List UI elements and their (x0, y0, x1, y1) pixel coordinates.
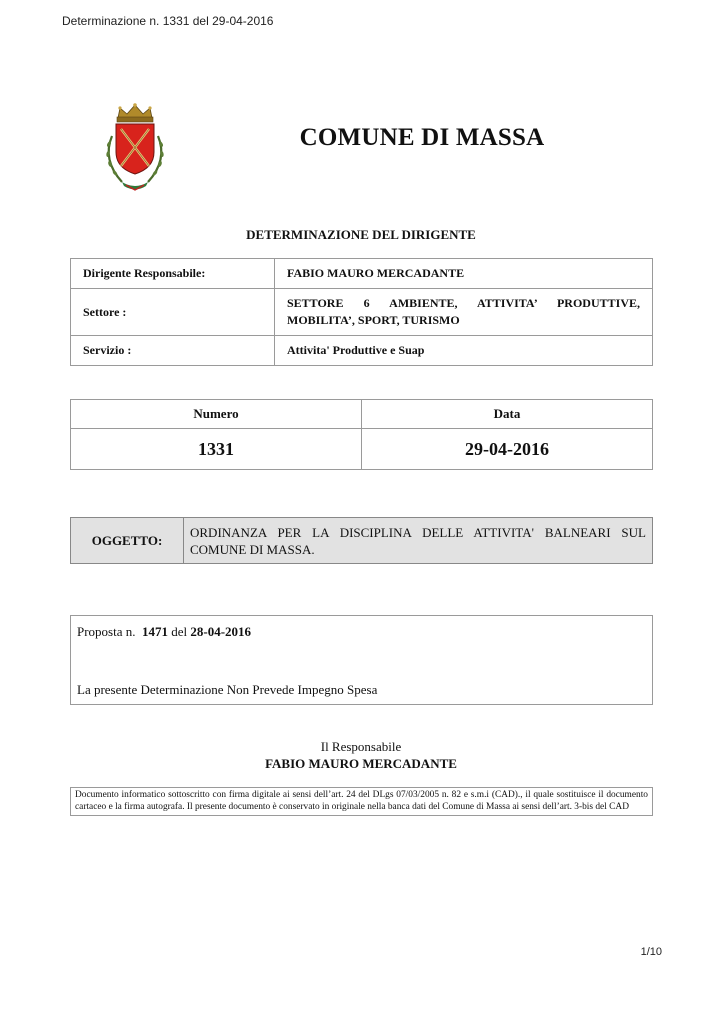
proposta-number: 1471 (142, 624, 168, 639)
info-label: Dirigente Responsabile: (71, 259, 275, 289)
info-value: Attivita' Produttive e Suap (275, 336, 653, 366)
table-row (71, 336, 653, 366)
info-table (70, 258, 653, 366)
info-label: Settore : (71, 289, 275, 336)
oggetto-label: OGGETTO: (71, 518, 184, 564)
data-header: Data (362, 400, 653, 429)
table-header-row (71, 400, 653, 429)
page-number: 1/10 (640, 946, 662, 958)
proposta-prefix: Proposta n. (77, 624, 136, 639)
info-value: FABIO MAURO MERCADANTE (275, 259, 653, 289)
info-label: Servizio : (71, 336, 275, 366)
info-value: SETTORE 6 AMBIENTE, ATTIVITA’ PRODUTTIVE, MOBILITA’, SPORT, TURISMO (275, 289, 653, 336)
document-type-heading: DETERMINAZIONE DEL DIRIGENTE (246, 227, 476, 242)
numero-header: Numero (71, 400, 362, 429)
page-title: COMUNE DI MASSA (299, 124, 545, 151)
coat-of-arms-icon (96, 100, 174, 196)
proposta-line (77, 624, 251, 640)
table-row (71, 289, 653, 336)
numbering-table (70, 399, 653, 470)
numero-value: 1331 (71, 429, 362, 470)
proposta-date: 28-04-2016 (190, 624, 252, 639)
table-row (71, 429, 653, 470)
table-row (71, 518, 653, 564)
signature-name: FABIO MAURO MERCADANTE (265, 756, 457, 771)
digital-signature-note: Documento informatico sottoscritto con firma digitale ai sensi dell’art. 24 del DLgs 07/03/2005 n. 82 e s.m.i (CAD)., il quale sostituisce il documento cartaceo e la firma autografa. Il presente documento è conservato in originale nella banca dati del Comune di Massa ai sensi dell’art. 3-bis del CAD (70, 787, 653, 816)
oggetto-text: ORDINANZA PER LA DISCIPLINA DELLE ATTIVITA' BALNEARI SUL COMUNE DI MASSA. (184, 518, 653, 564)
data-value: 29-04-2016 (362, 429, 653, 470)
signature-role: Il Responsabile (320, 739, 402, 754)
oggetto-table (70, 517, 653, 564)
impegno-spesa-text: La presente Determinazione Non Prevede Impegno Spesa (77, 682, 378, 697)
proposta-del: del (171, 624, 188, 639)
page-header: Determinazione n. 1331 del 29-04-2016 (62, 14, 274, 28)
table-row (71, 259, 653, 289)
